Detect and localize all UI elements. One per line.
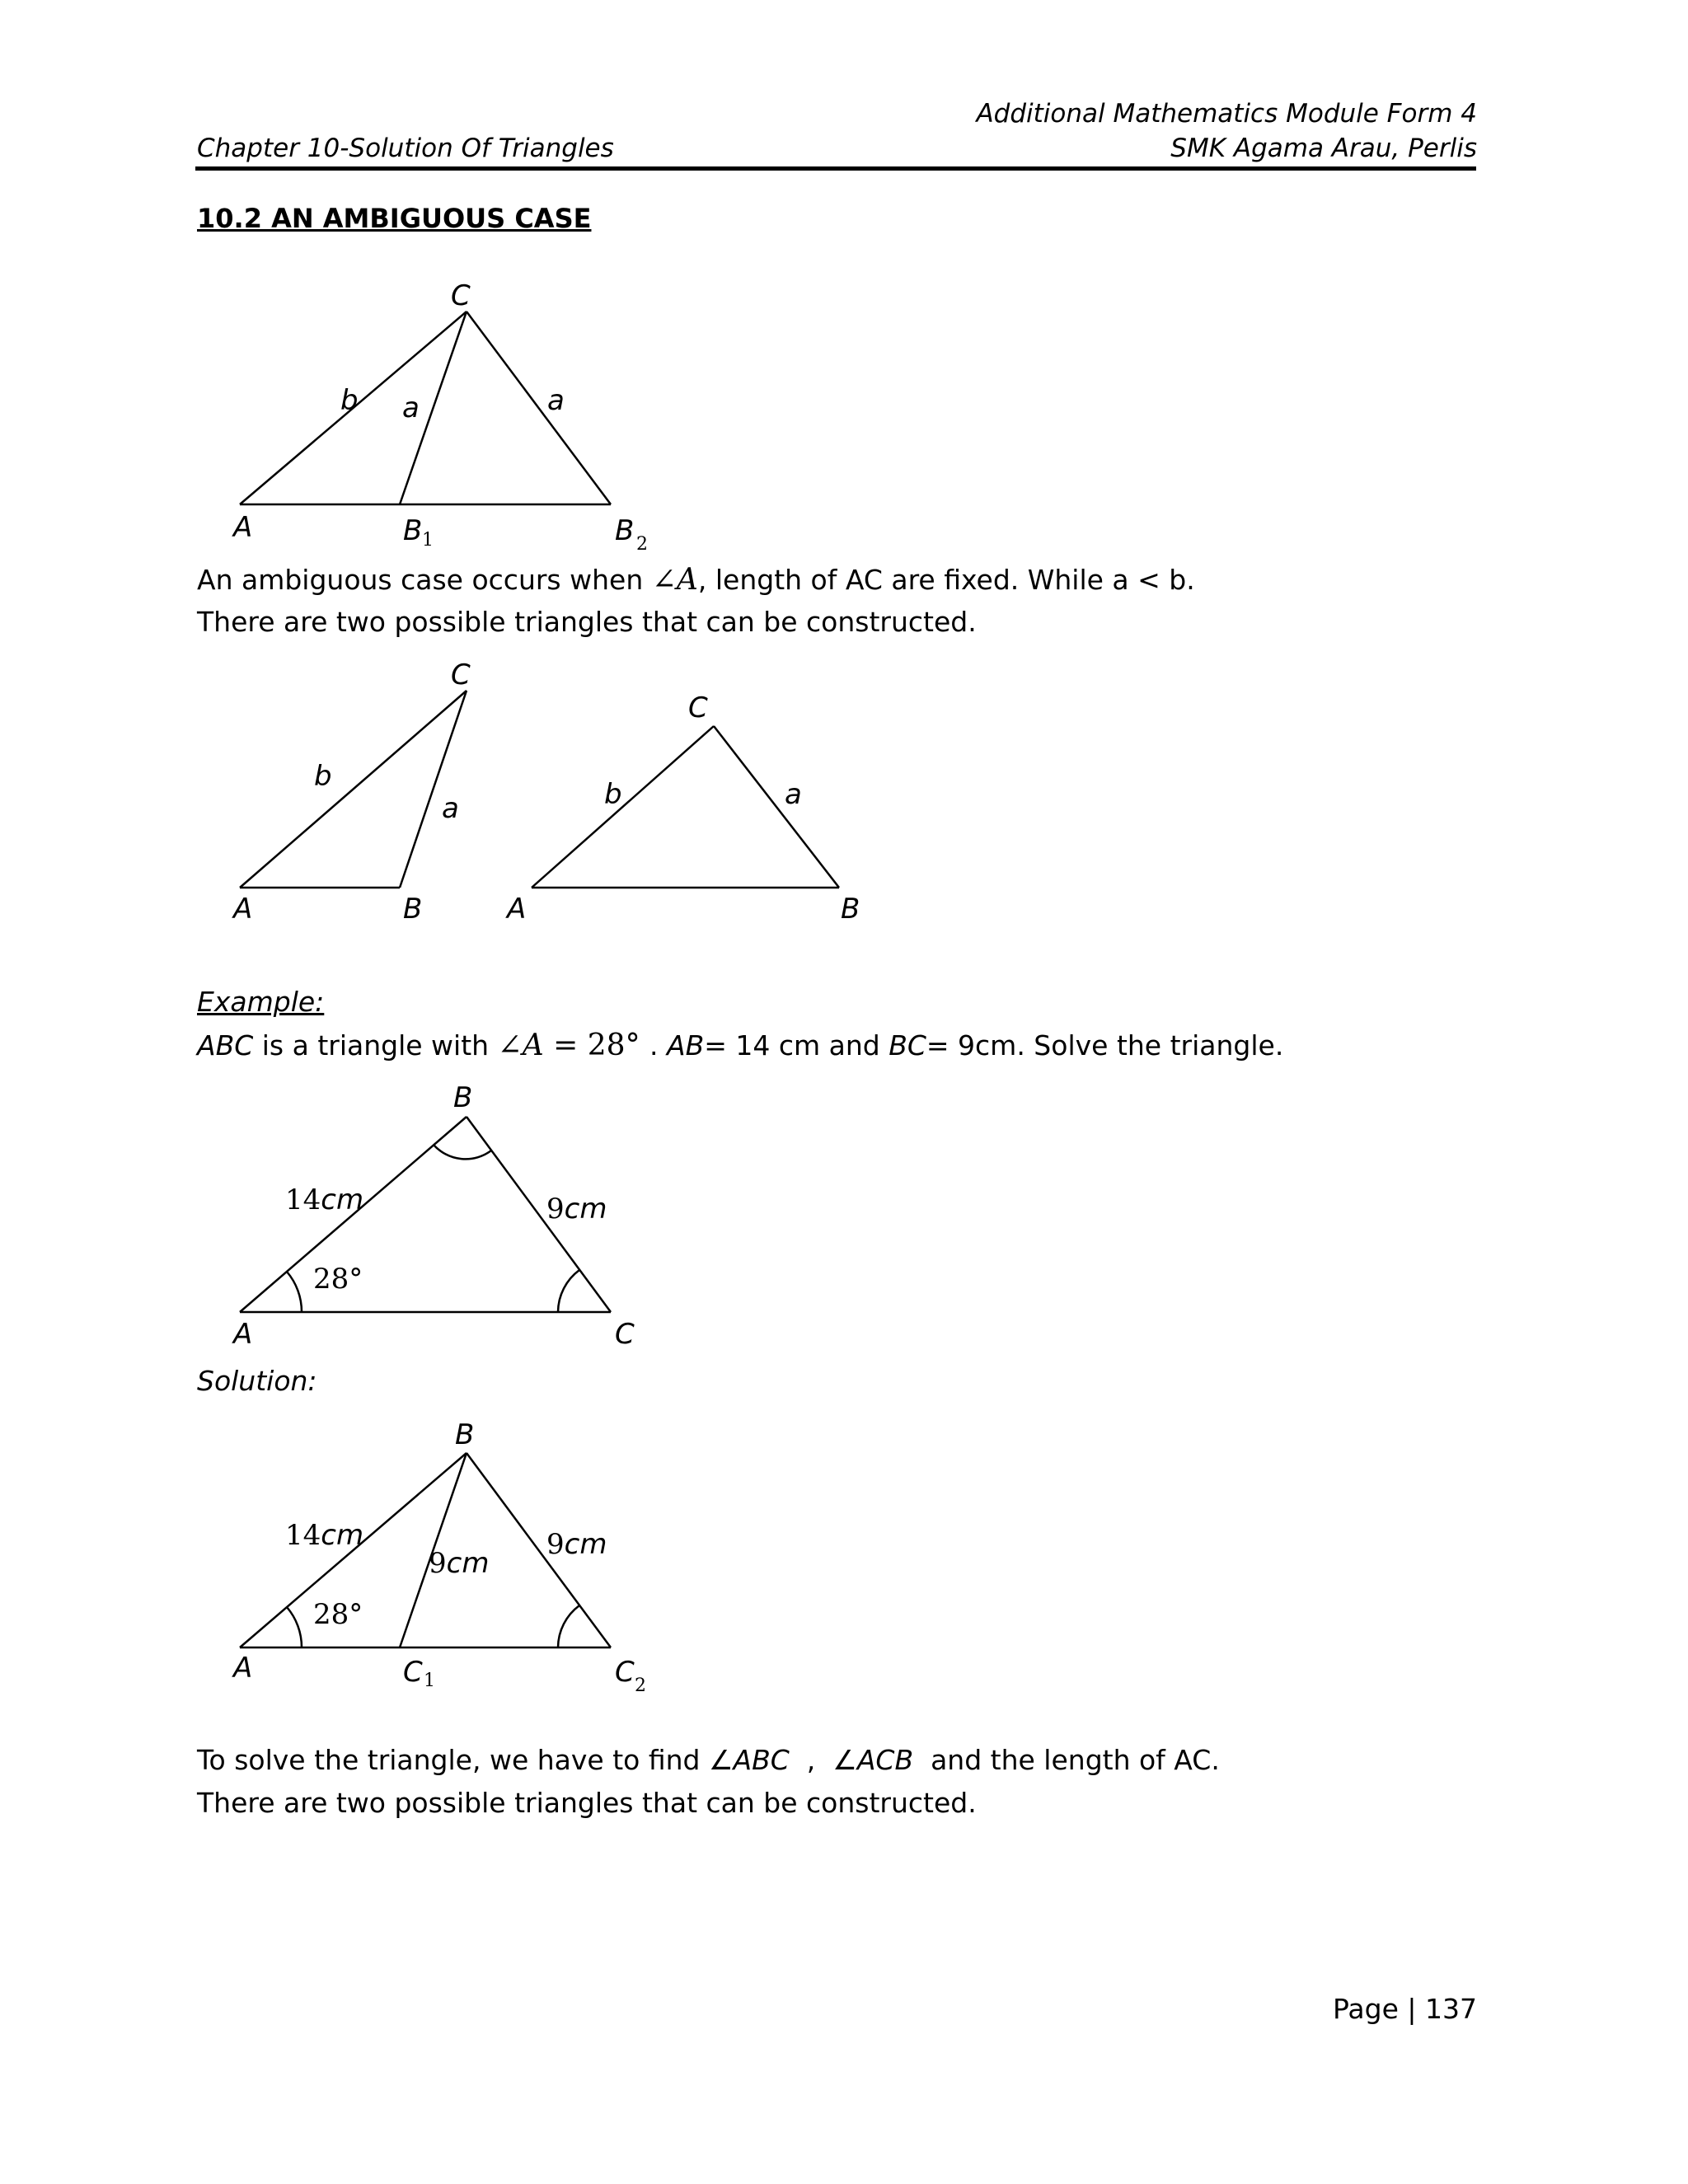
side-a-outer-label: a — [547, 384, 565, 417]
side-bc-label: 9cm — [546, 1193, 607, 1226]
right-vertex-c-label: C — [688, 691, 708, 724]
right-vertex-b-label: B — [841, 893, 860, 926]
side-ab-label: 14cm — [285, 1519, 364, 1552]
vertex-b1-label: B — [403, 514, 423, 547]
left-vertex-a-label: A — [233, 893, 253, 926]
left-vertex-c-label: C — [451, 658, 471, 691]
page-footer: Page | 137 — [1333, 1993, 1477, 2025]
left-vertex-b-label: B — [403, 893, 423, 926]
example-heading: Example: — [197, 986, 325, 1018]
vertex-c1-label: C — [403, 1656, 423, 1689]
page-number: 137 — [1425, 1993, 1477, 2025]
vertex-b-label: B — [453, 1081, 473, 1114]
intro-line-2: There are two possible triangles that can be constructed. — [197, 606, 977, 638]
side-b-label: b — [340, 384, 359, 417]
vertex-c2-label: C — [615, 1656, 635, 1689]
side-bc2-label: 9cm — [546, 1528, 607, 1561]
vertex-c1-subscript: 1 — [424, 1671, 435, 1691]
left-side-a-label: a — [442, 792, 459, 825]
vertex-a-label: A — [233, 1652, 253, 1685]
intro-line-1: An ambiguous case occurs when ∠A, length of AC are fixed. While a < b. — [197, 563, 1195, 597]
vertex-c-label: C — [451, 279, 471, 312]
solution-label: Solution: — [197, 1365, 317, 1397]
right-side-a-label: a — [785, 778, 802, 811]
left-side-b-label: b — [314, 760, 332, 793]
vertex-b2-label: B — [615, 514, 635, 547]
angle-c2-arc — [558, 1605, 579, 1647]
conclusion-line-2: There are two possible triangles that can be constructed. — [197, 1787, 977, 1819]
module-title: Additional Mathematics Module Form 4 — [976, 99, 1477, 129]
conclusion-line-1: To solve the triangle, we have to find ∠ABC , ∠ACB and the length of AC. — [197, 1744, 1220, 1776]
vertex-b-label: B — [455, 1418, 475, 1451]
right-side-b-label: b — [604, 778, 622, 811]
vertex-a-label: A — [233, 1318, 253, 1351]
vertex-a-label: A — [233, 511, 253, 544]
side-ab-label: 14cm — [285, 1183, 364, 1216]
school-name: SMK Agama Arau, Perlis — [1170, 134, 1477, 163]
vertex-c2-subscript: 2 — [635, 1675, 646, 1696]
section-title: 10.2 AN AMBIGUOUS CASE — [197, 203, 592, 234]
chapter-title: Chapter 10-Solution Of Triangles — [197, 134, 614, 163]
vertex-b2-subscript: 2 — [636, 534, 648, 555]
vertex-b1-subscript: 1 — [422, 530, 434, 551]
example-statement: ABC is a triangle with ∠A = 28° . AB= 14 cm and BC= 9cm. Solve the triangle. — [197, 1029, 1284, 1062]
right-vertex-a-label: A — [507, 893, 527, 926]
angle-a-label: 28° — [313, 1598, 363, 1631]
side-a-inner-label: a — [402, 391, 420, 424]
angle-a-arc — [287, 1607, 302, 1647]
vertex-c-label: C — [615, 1318, 635, 1351]
side-bc1-label: 9cm — [429, 1547, 490, 1580]
angle-a-label: 28° — [313, 1263, 363, 1296]
